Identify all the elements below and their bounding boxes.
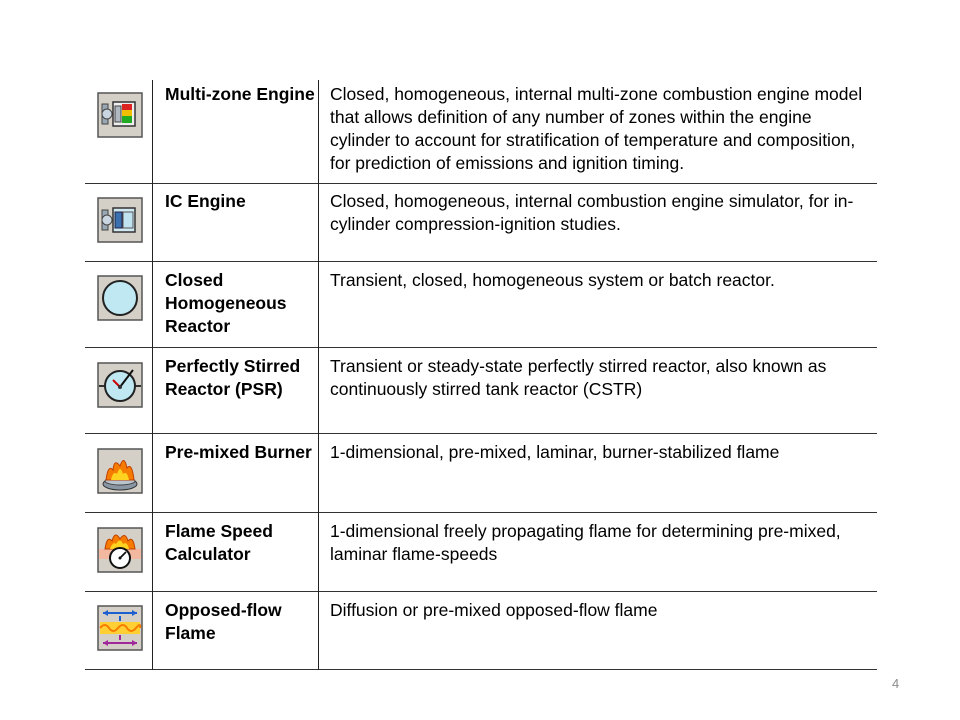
row-divider [85,591,877,592]
model-description: Transient or steady-state perfectly stirred reactor, also known as continuously stirred tank reactor (CSTR) [330,356,827,399]
burner-flame-icon [97,448,143,494]
row-divider [85,183,877,184]
flame-speed-gauge-icon [97,527,143,573]
model-name: Opposed-flow Flame [165,600,282,643]
model-name: Flame Speed Calculator [165,521,273,564]
model-name: Multi-zone Engine [165,84,315,104]
model-name: Pre-mixed Burner [165,442,312,462]
model-description: Transient, closed, homogeneous system or batch reactor. [330,270,775,290]
model-description: 1-dimensional, pre-mixed, laminar, burner-stabilized flame [330,442,780,462]
closed-reactor-icon [97,275,143,321]
multi-zone-engine-icon [97,92,143,138]
model-name: Closed Homogeneous Reactor [165,270,287,336]
model-name: IC Engine [165,191,246,211]
column-divider [318,80,319,670]
model-description: 1-dimensional freely propagating flame for determining pre-mixed, laminar flame-speeds [330,521,841,564]
row-divider [85,512,877,513]
row-divider [85,669,877,670]
model-description: Closed, homogeneous, internal multi-zone combustion engine model that allows definition of any number of zones within the engine cylinder to account for stratification of temperature and composition, for prediction of emissions and ignition timing. [330,84,863,173]
model-name: Perfectly Stirred Reactor (PSR) [165,356,301,399]
ic-engine-icon [97,197,143,243]
model-description: Diffusion or pre-mixed opposed-flow flame [330,600,658,620]
model-description: Closed, homogeneous, internal combustion engine simulator, for in-cylinder compression-ignition studies. [330,191,854,234]
row-divider [85,347,877,348]
row-divider [85,433,877,434]
column-divider [152,80,153,670]
stirred-reactor-icon [97,362,143,408]
page-number: 4 [892,676,900,691]
opposed-flow-flame-icon [97,605,143,651]
row-divider [85,261,877,262]
